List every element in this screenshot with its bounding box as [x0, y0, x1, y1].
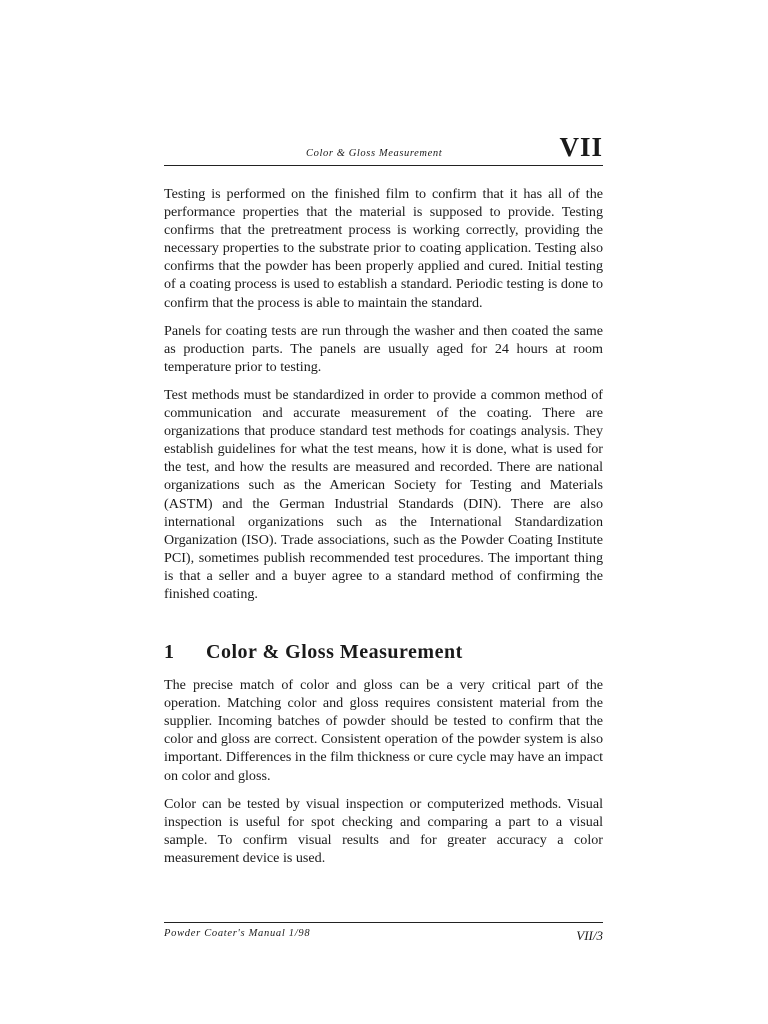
running-title: Color & Gloss Measurement: [306, 148, 443, 159]
footer-title: Powder Coater's Manual 1/98: [164, 928, 311, 939]
paragraph-test-panels: Panels for coating tests are run through the washer and then coated the same as production parts. The panels are usually aged for 24 hours at room temperature prior to testing.: [164, 322, 603, 375]
page-number: VII/3: [576, 928, 603, 943]
paragraph-testing-purpose: Testing is performed on the finished film to confirm that it has all of the performance properties that the material is supposed to provide. Testing confirms that the pretreatment process is working correctly, providing the necessary properties to the substrate prior to coating application. Testing also confirms that the powder has been properly applied and cured. Initial testing of a coating process is used to establish a standard. Periodic testing is done to confirm that the process is able to maintain the standard.: [164, 186, 603, 311]
running-footer: [164, 922, 603, 949]
section-heading: [164, 641, 603, 664]
paragraph-test-standards: Test methods must be standardized in order to provide a common method of communication and accurate measurement of the coating. There are organizations that produce standard test methods for coatings analysis. They establish guidelines for what the test means, how it is done, what is used for the test, and how the results are measured and recorded. There are national organizations such as the American Society for Testing and Materials (ASTM) and the German Industrial Standards (DIN). There are also international organizations such as the International Standardization Organization (ISO). Trade associations, such as the Powder Coating Institute PCI), sometimes publish recommended test procedures. The important thing is that a seller and a buyer agree to a standard method of confirming the finished coating.: [164, 386, 603, 602]
chapter-number: VII: [559, 132, 603, 162]
running-header: [164, 128, 603, 166]
paragraph-color-gloss-match: The precise match of color and gloss can be a very critical part of the operation. Matching color and gloss requires consistent material from the supplier. Incoming batches of powder should be tested to confirm that the color and gloss are correct. Consistent operation of the powder system is also important. Differences in the film thickness or cure cycle may have an impact on color and gloss.: [164, 677, 603, 784]
body-text: [164, 185, 603, 877]
paragraph-color-testing-methods: Color can be tested by visual inspection or computerized methods. Visual inspection is useful for spot checking and comparing a part to a visual sample. To confirm visual results and for greater accuracy a color measurement device is used.: [164, 795, 603, 866]
section-number: 1: [164, 641, 175, 664]
document-page: [164, 0, 603, 1024]
section-title: Color & Gloss Measurement: [206, 641, 463, 664]
